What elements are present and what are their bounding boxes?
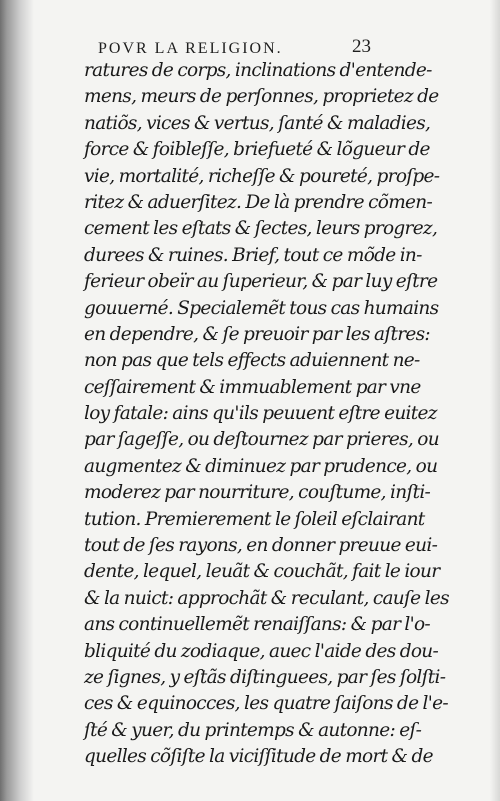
text-line: par ſageſſe, ou deſtournez par prieres, ou xyxy=(84,429,439,451)
text-line: tution. Premierement le ſoleil eſclairant xyxy=(84,508,425,530)
text-line: dente, lequel, leuãt & couchãt, fait le iour xyxy=(84,561,440,583)
text-line: loy fatale: ains qu'ils peuuent eſtre euitez xyxy=(84,403,437,425)
text-line: quelles cõſiſte la viciſſitude de mort & de xyxy=(84,746,433,768)
text-line: & la nuict: approchãt & reculant, cauſe les xyxy=(84,587,449,609)
text-line: augmentez & diminuez par prudence, ou xyxy=(84,455,438,477)
text-line: natiõs, vices & vertus, ſanté & maladies, xyxy=(84,112,431,134)
gutter-shadow xyxy=(0,0,34,801)
text-line: ratures de corps, inclinations d'entende- xyxy=(84,60,432,81)
text-line: ceſſairement & immuablement par vne xyxy=(84,376,421,398)
text-line: ferieur obeïr au ſuperieur, & par luy eſtre xyxy=(84,271,438,293)
text-line: durees & ruines. Brief, tout ce mõde in- xyxy=(84,244,422,266)
text-line: ze ſignes, y eſtãs diſtinguees, par ſes ſolſti- xyxy=(84,666,446,688)
text-line: mens, meurs de perſonnes, proprietez de xyxy=(84,86,439,108)
text-line: ſté & yuer, du printemps & autonne: eſ- xyxy=(84,719,422,741)
text-line: gouuerné. Specialemẽt tous cas humains xyxy=(84,297,439,319)
text-line: cement les eſtats & ſectes, leurs progrez, xyxy=(84,218,438,240)
page-number: 23 xyxy=(352,36,371,57)
text-line: en dependre, & ſe preuoir par les aſtres: xyxy=(84,323,430,345)
text-line: bliquité du zodiaque, auec l'aide des dou- xyxy=(84,640,439,662)
text-line: non pas que tels effects aduiennent ne- xyxy=(84,350,420,372)
page-edge xyxy=(490,0,500,801)
text-line: moderez par nourriture, couſtume, inſti- xyxy=(84,482,431,504)
text-line: ritez & aduerſitez. De là prendre cõmen- xyxy=(84,191,433,213)
text-line: ans continuellemẽt renaiſſans: & par l'o- xyxy=(84,614,430,636)
text-line: tout de ſes rayons, en donner preuue eui- xyxy=(84,535,438,557)
text-line: vie, mortalité, richeſſe & poureté, proſpe- xyxy=(84,165,440,187)
running-head: POVR LA RELIGION. xyxy=(98,40,283,57)
text-line: force & foibleſſe, briefueté & lõgueur de xyxy=(84,139,430,161)
text-line: ces & equinocces, les quatre ſaiſons de l'e- xyxy=(84,693,448,715)
body-text xyxy=(84,58,449,771)
